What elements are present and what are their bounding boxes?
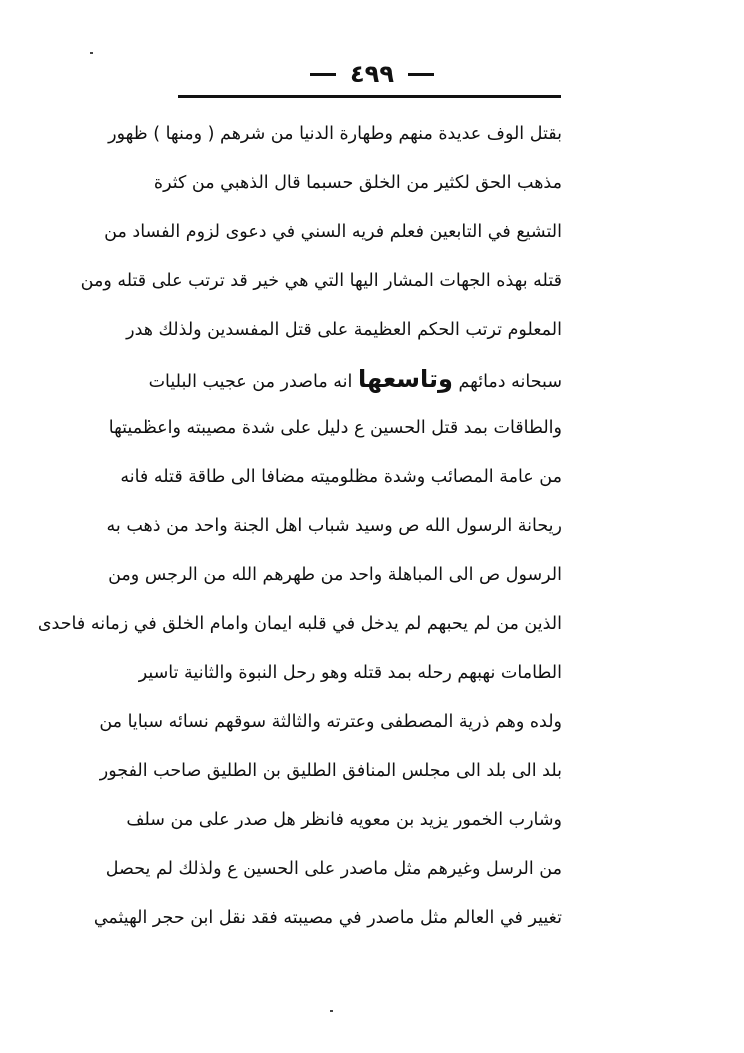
section-heading-word: وتاسعها [357, 365, 453, 393]
header-dash-left [408, 73, 434, 76]
header-rule [178, 95, 561, 98]
text-line-4: قتله بهذه الجهات المشار اليها التي هي خير قد ترتب على قتله ومن [80, 271, 562, 291]
text-body [37, 110, 562, 943]
text-line-6 [148, 355, 562, 404]
text-line-16: من الرسل وغيرهم مثل ماصدر على الحسين ع ولذلك لم يحصل [105, 859, 562, 879]
text-line-10: الرسول ص الى المباهلة واحد من طهرهم الله من الرجس ومن [108, 565, 562, 585]
text-line-17: تغيير في العالم مثل ماصدر في مصيبته فقد نقل ابن حجر الهيثمي [93, 908, 562, 928]
text-line-8: من عامة المصائب وشدة مظلوميته مضافا الى طاقة قتله فانه [120, 467, 562, 487]
text-line-7: والطاقات بمد قتل الحسين ع دليل على شدة مصيبته واعظميتها [108, 418, 562, 438]
page-header [0, 56, 744, 92]
text-line-6-end: انه ماصدر من عجيب البليات [148, 372, 353, 392]
text-line-5: المعلوم ترتب الحكم العظيمة على قتل المفسدين ولذلك هدر [126, 320, 562, 340]
header-dash-right [310, 73, 336, 76]
text-line-13: ولده وهم ذرية المصطفى وعترته والثالثة سوقهم نسائه سبايا من [99, 712, 562, 732]
text-line-2: مذهب الحق لكثير من الخلق حسبما قال الذهبي من كثرة [153, 173, 562, 193]
text-line-1: بقتل الوف عديدة منهم وطهارة الدنيا من شرهم ( ومنها ) ظهور [108, 124, 562, 144]
page-number: ٤٩٩ [350, 60, 394, 88]
text-line-14: بلد الى بلد الى مجلس المنافق الطليق بن الطليق صاحب الفجور [99, 761, 562, 781]
text-line-9: ريحانة الرسول الله ص وسيد شباب اهل الجنة واحد من ذهب به [106, 516, 562, 536]
text-line-12: الطامات نهبهم رحله بمد قتله وهو رحل النبوة والثانية تاسير [138, 663, 562, 683]
speck-mark [330, 1010, 333, 1012]
text-line-11: الذين من لم يحبهم لم يدخل في قلبه ايمان وامام الخلق في زمانه فاحدى [37, 614, 562, 634]
text-line-15: وشارب الخمور يزيد بن معويه فانظر هل صدر على من سلف [126, 810, 562, 830]
speck-mark [90, 52, 93, 54]
text-line-6-start: سبحانه دمائهم [458, 372, 562, 392]
text-line-3: التشيع في التابعين فعلم فريه السني في دعوى لزوم الفساد من [104, 222, 562, 242]
